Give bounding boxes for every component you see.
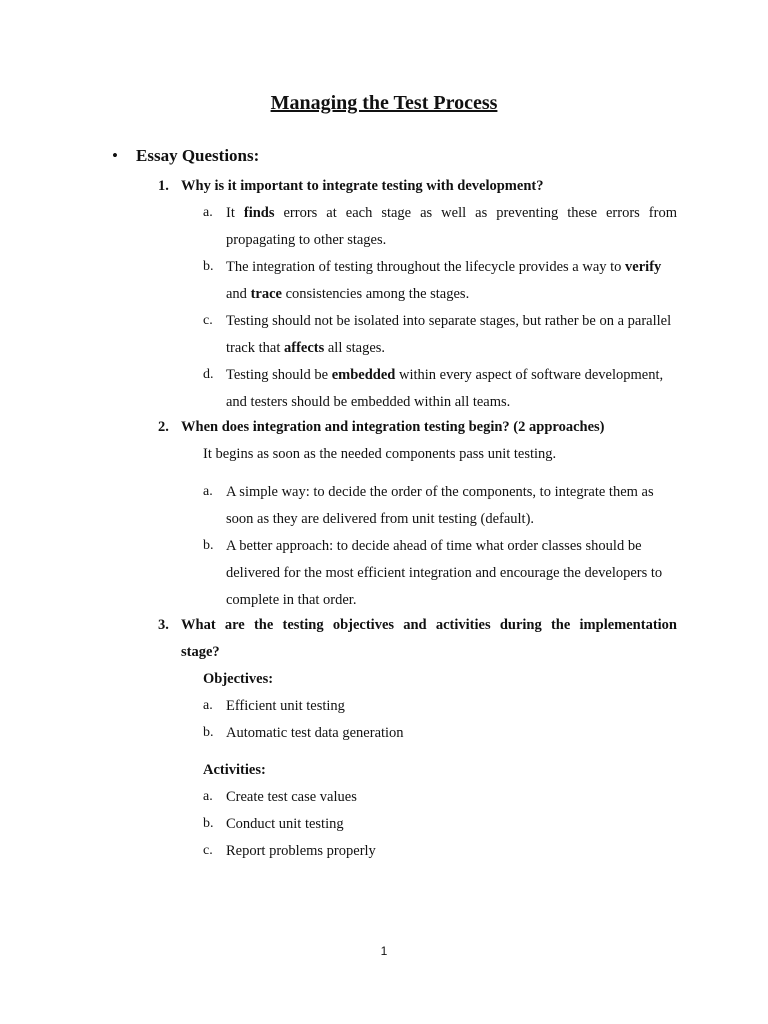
question-2 — [158, 419, 605, 436]
item-marker: c. — [203, 843, 213, 858]
bullet-icon: • — [112, 146, 118, 165]
question-number: 2. — [158, 419, 169, 435]
list-item: Conduct unit testing — [226, 816, 344, 832]
objectives-heading: Objectives: — [203, 671, 274, 687]
list-item: It finds errors at each stage as well as preventing these errors from — [226, 205, 677, 221]
item-marker: b. — [203, 725, 214, 740]
list-item: A simple way: to decide the order of the components, to integrate them as — [226, 484, 654, 500]
item-marker: a. — [203, 484, 213, 499]
item-marker: b. — [203, 538, 214, 553]
list-item: A better approach: to decide ahead of time what order classes should be — [226, 538, 642, 554]
page-number: 1 — [380, 944, 388, 958]
question-text: Why is it important to integrate testing with development? — [181, 178, 544, 194]
section-heading: Essay Questions: — [136, 146, 260, 165]
list-item-continuation: and trace consistencies among the stages. — [226, 286, 470, 302]
list-item: Create test case values — [226, 789, 357, 805]
list-item: Efficient unit testing — [226, 698, 345, 714]
list-item-continuation: and testers should be embedded within all teams. — [226, 394, 511, 410]
list-item: Testing should not be isolated into separate stages, but rather be on a parallel — [226, 313, 672, 329]
item-marker: d. — [203, 367, 214, 382]
item-marker: a. — [203, 698, 213, 713]
item-marker: b. — [203, 259, 214, 274]
question-text: What are the testing objectives and activities during the implementation — [181, 617, 677, 633]
item-marker: b. — [203, 816, 214, 831]
list-item-continuation: soon as they are delivered from unit testing (default). — [226, 511, 535, 527]
list-item-continuation: delivered for the most efficient integration and encourage the developers to — [226, 565, 663, 581]
list-item: The integration of testing throughout the lifecycle provides a way to verify — [226, 259, 662, 275]
list-item: Automatic test data generation — [226, 725, 404, 741]
list-item: Report problems properly — [226, 843, 376, 859]
list-item-continuation: complete in that order. — [226, 592, 357, 608]
list-item-continuation: track that affects all stages. — [226, 340, 386, 356]
answer-intro: It begins as soon as the needed components pass unit testing. — [203, 446, 557, 462]
list-item: Testing should be embedded within every aspect of software development, — [226, 367, 664, 383]
question-text-continuation: stage? — [181, 644, 220, 660]
item-marker: c. — [203, 313, 213, 328]
question-number: 1. — [158, 178, 169, 194]
page-title: Managing the Test Process — [270, 92, 498, 114]
question-text: When does integration and integration testing begin? (2 approaches) — [181, 419, 605, 435]
item-marker: a. — [203, 205, 213, 220]
item-marker: a. — [203, 789, 213, 804]
question-number: 3. — [158, 617, 169, 633]
question-1 — [158, 178, 544, 195]
activities-heading: Activities: — [203, 762, 266, 778]
list-item-continuation: propagating to other stages. — [226, 232, 387, 248]
